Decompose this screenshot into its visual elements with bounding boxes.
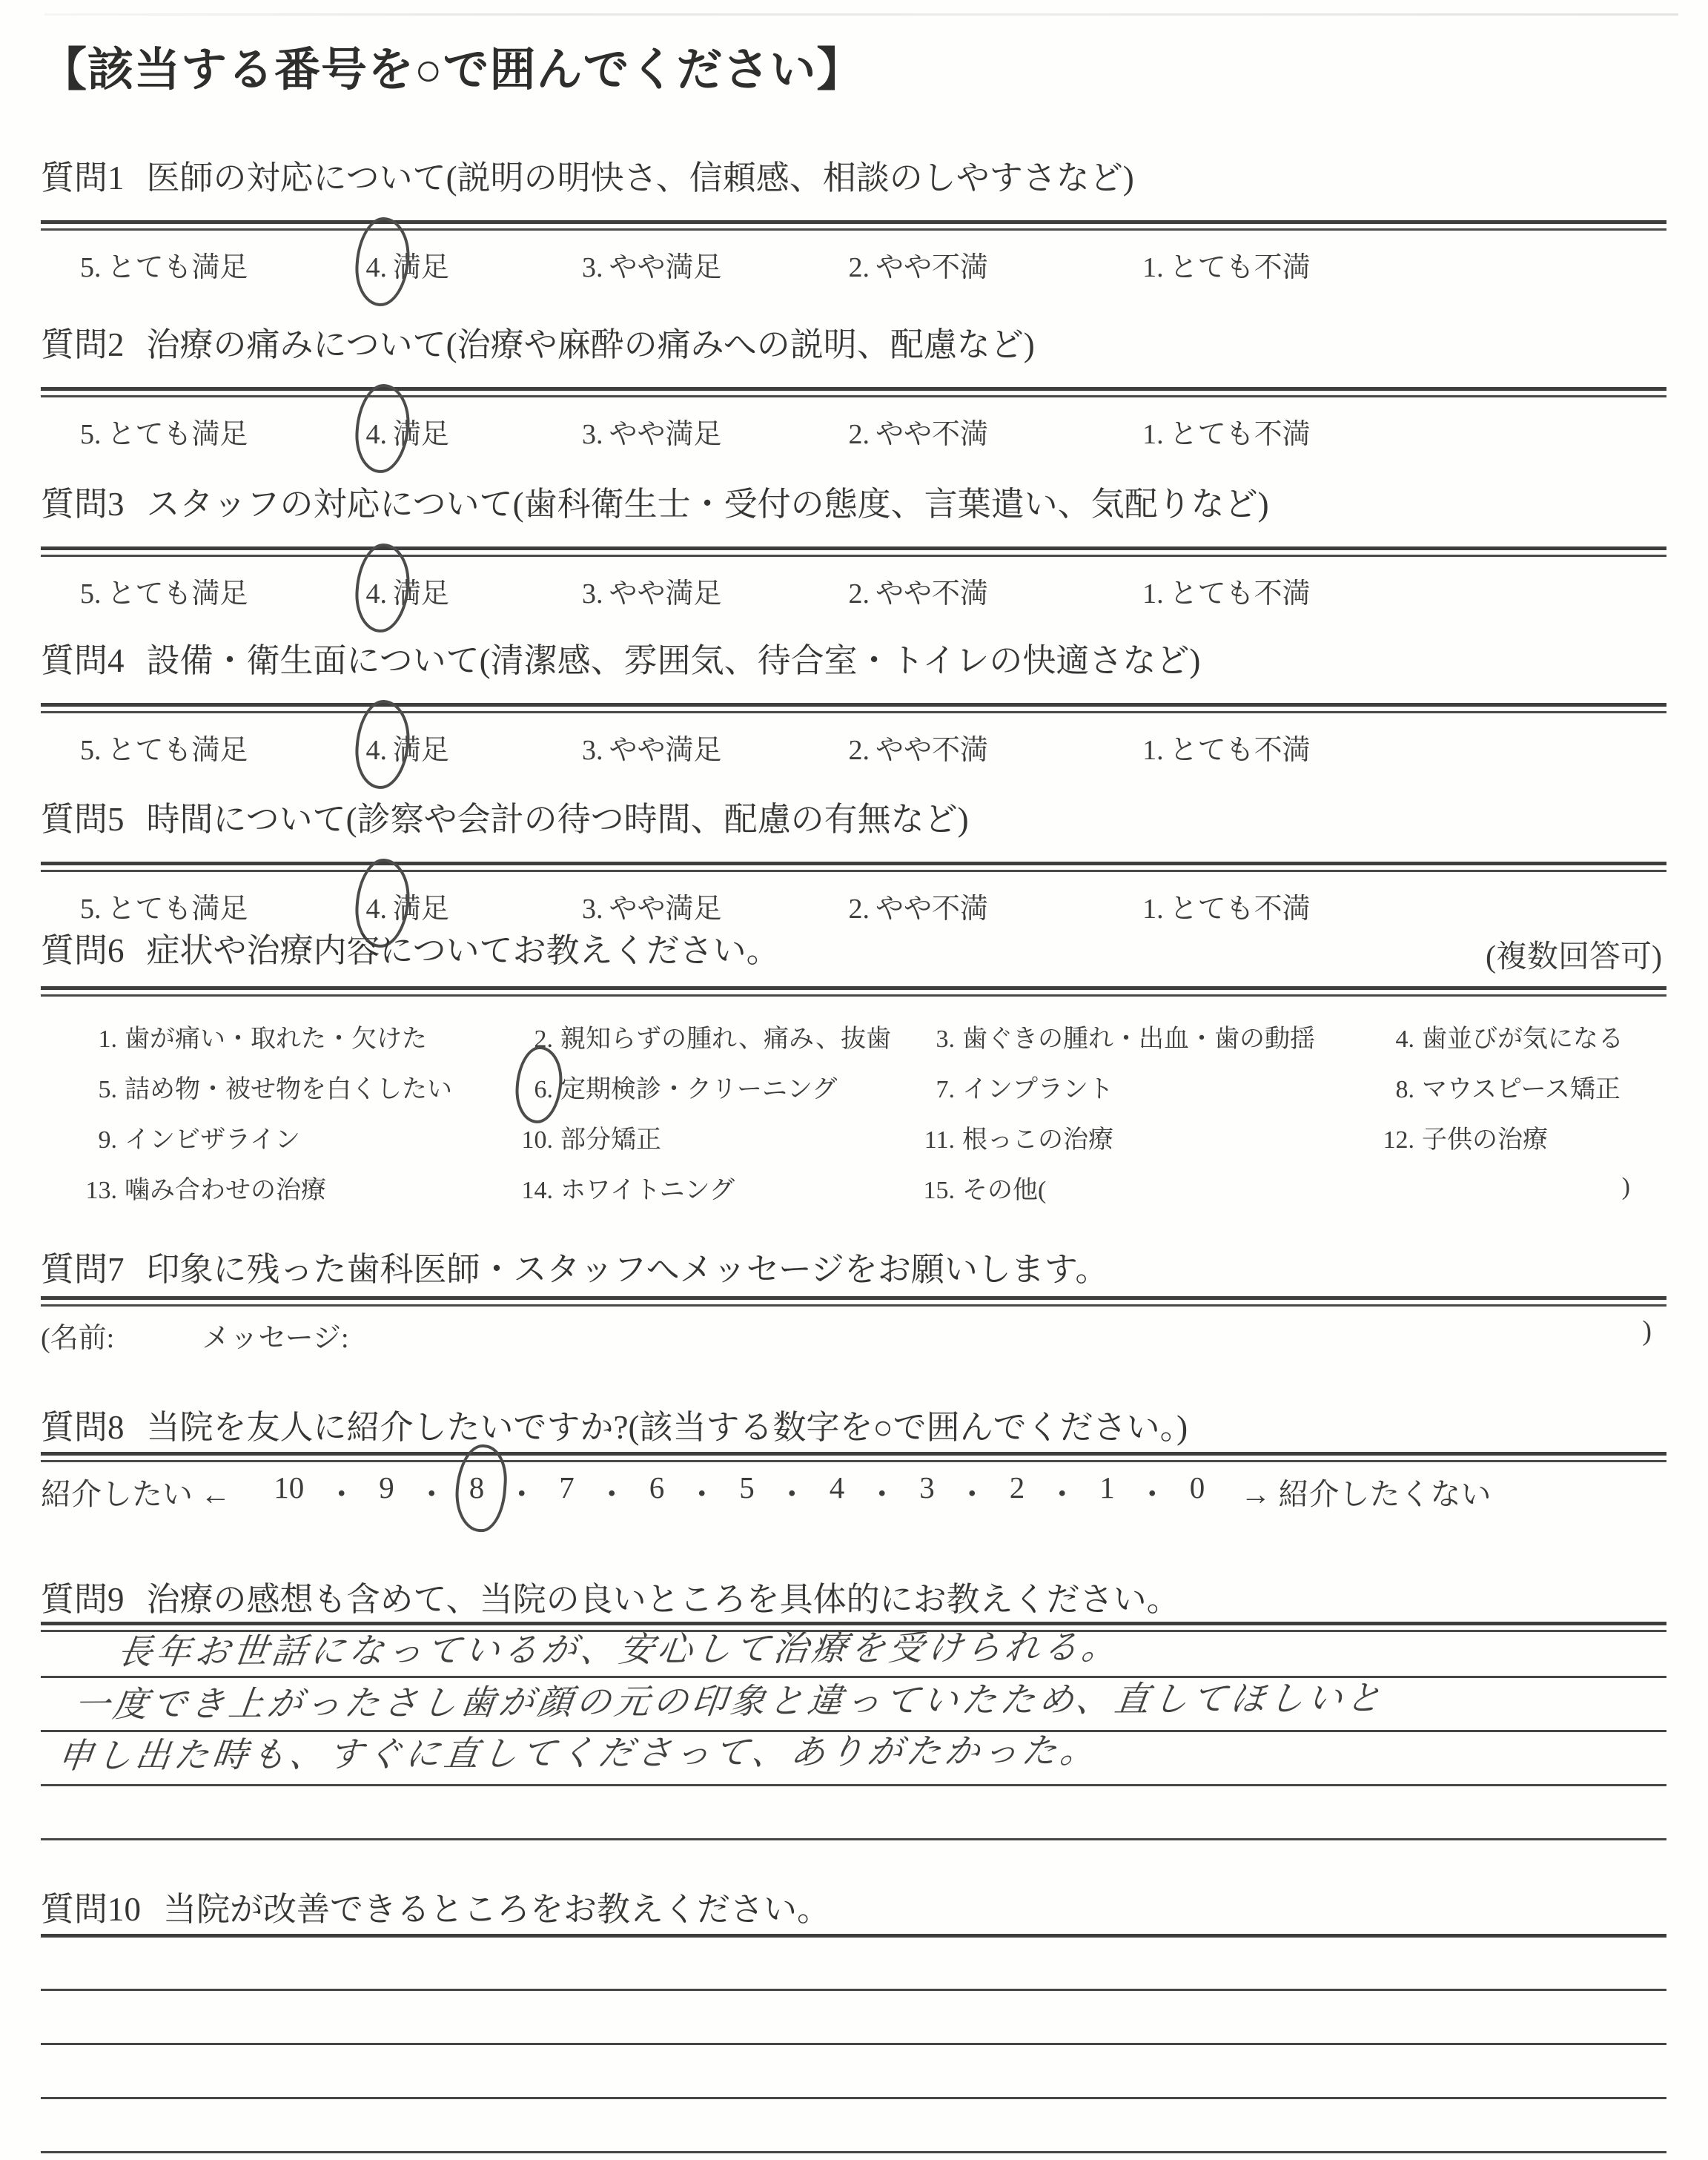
- option-number: 2.: [848, 894, 870, 925]
- multiple-answers-note: (複数回答可): [1486, 940, 1662, 974]
- question-5-title: 時間について(診察や会計の待つ時間、配慮の有無など): [146, 801, 969, 838]
- question-4-section: [41, 641, 1666, 774]
- question-4-options-row: [41, 727, 1666, 767]
- item-number: 10.: [521, 1126, 553, 1154]
- option-somewhat-satisfied: [582, 885, 722, 926]
- answer-line-empty: [41, 1937, 1666, 1991]
- option-text: とても満足: [107, 419, 248, 450]
- handwritten-answer-line-3: 申し出た時も、すぐに直してくださって、ありがたかった。: [56, 1730, 1102, 1777]
- question-7-section: [41, 1249, 1666, 1368]
- option-somewhat-satisfied: [582, 244, 722, 285]
- option-text: やや不満: [875, 735, 989, 766]
- symptom-item-9: [74, 1119, 510, 1155]
- option-text: 満足: [393, 252, 450, 283]
- question-10-title: 当院が改善できるところをお教えください。: [163, 1891, 831, 1928]
- option-somewhat-satisfied: [582, 570, 722, 611]
- option-somewhat-dissatisfied: [849, 727, 989, 767]
- option-satisfied-selected: [366, 244, 450, 285]
- option-very-satisfied: [80, 411, 248, 452]
- answer-lines: [41, 1937, 1666, 2153]
- divider-double: [41, 1452, 1666, 1462]
- option-text: とても満足: [107, 735, 248, 766]
- item-text: 親知らずの腫れ、痛み、抜歯: [560, 1025, 892, 1053]
- item-text: 歯並びが気になる: [1422, 1025, 1623, 1053]
- divider-double: [41, 703, 1666, 713]
- option-number: 4.: [365, 894, 388, 925]
- option-text: やや満足: [609, 578, 722, 610]
- option-text: やや満足: [609, 252, 722, 283]
- question-10-label: 質問10: [41, 1891, 142, 1928]
- question-4-title: 設備・衛生面について(清潔感、雰囲気、待合室・トイレの快適さなど): [146, 642, 1201, 679]
- item-number: 11.: [924, 1126, 955, 1154]
- option-number: 4.: [365, 252, 388, 283]
- option-very-dissatisfied: [1142, 885, 1311, 926]
- item-text: 詰め物・被せ物を白くしたい: [125, 1075, 452, 1103]
- nps-separator: ・: [867, 1477, 898, 1511]
- nps-number-9: 9: [379, 1470, 394, 1505]
- question-6-header: [41, 931, 1666, 971]
- question-8-title: 当院を友人に紹介したいですか?(該当する数字を○で囲んでください。): [146, 1409, 1188, 1446]
- option-number: 3.: [582, 419, 603, 450]
- item-number: 4.: [1395, 1025, 1414, 1053]
- nps-right-label: → 紹介したくない: [1240, 1477, 1492, 1511]
- item-text: 子供の治療: [1422, 1126, 1548, 1154]
- item-text: 根っこの治療: [962, 1126, 1113, 1154]
- question-1-header: [41, 158, 1666, 198]
- nps-separator: ・: [776, 1477, 807, 1511]
- option-number: 1.: [1142, 578, 1164, 610]
- question-3-title: スタッフの対応について(歯科衛生士・受付の態度、言葉遣い、気配りなど): [146, 486, 1269, 523]
- divider-double: [41, 546, 1666, 557]
- option-very-satisfied: [80, 727, 248, 767]
- option-text: とても満足: [107, 252, 248, 283]
- question-7-title: 印象に残った歯科医師・スタッフへメッセージをお願いします。: [146, 1251, 1109, 1288]
- answer-line-empty: [41, 2099, 1666, 2153]
- option-somewhat-satisfied: [582, 411, 722, 452]
- option-text: とても不満: [1169, 419, 1311, 450]
- option-text: やや満足: [609, 419, 722, 450]
- question-1-label: 質問1: [41, 159, 125, 196]
- symptom-item-2: [510, 1018, 912, 1054]
- option-number: 5.: [80, 578, 102, 610]
- item-number: 12.: [1383, 1126, 1414, 1154]
- question-1-section: [41, 158, 1666, 291]
- divider-double: [41, 387, 1666, 397]
- question-7-header: [41, 1249, 1666, 1289]
- option-number: 2.: [848, 735, 870, 766]
- nps-separator: ・: [1047, 1477, 1078, 1511]
- option-text: とても不満: [1169, 894, 1311, 925]
- nps-number-3: 3: [919, 1470, 935, 1505]
- option-satisfied-selected: [366, 727, 450, 767]
- option-satisfied-selected: [366, 885, 450, 926]
- item-number: 2.: [534, 1025, 553, 1053]
- option-text: やや満足: [609, 894, 722, 925]
- question-4-label: 質問4: [41, 642, 125, 679]
- answer-lines: [41, 1626, 1666, 1840]
- nps-separator: ・: [326, 1477, 357, 1511]
- item-text: その他(: [962, 1176, 1047, 1204]
- form-title: 【該当する番号を○で囲んでください】: [41, 45, 864, 96]
- question-6-title: 症状や治療内容についてお教えください。: [146, 932, 780, 969]
- handwritten-answer-line-1: 長年お世話になっているが、安心して治療を受けられる。: [115, 1626, 1123, 1673]
- item-number: 13.: [85, 1176, 117, 1204]
- option-somewhat-dissatisfied: [849, 885, 989, 926]
- nps-separator: ・: [956, 1477, 987, 1511]
- question-8-header: [41, 1407, 1666, 1447]
- option-text: やや不満: [875, 578, 989, 610]
- question-3-header: [41, 484, 1666, 524]
- question-5-options-row: [41, 885, 1666, 926]
- option-somewhat-satisfied: [582, 727, 722, 767]
- symptom-item-1: [74, 1018, 510, 1054]
- item-number: 8.: [1395, 1075, 1414, 1103]
- question-3-options-row: [41, 570, 1666, 611]
- nps-number-8-selected: [469, 1470, 485, 1505]
- item-number: 9.: [98, 1126, 117, 1154]
- option-text: 満足: [393, 894, 450, 925]
- answer-line-empty: [41, 1991, 1666, 2045]
- option-number: 3.: [582, 578, 603, 610]
- option-number: 3.: [582, 252, 603, 283]
- nps-number-7: 7: [559, 1470, 575, 1505]
- nps-separator: ・: [686, 1477, 718, 1511]
- symptom-item-13: [74, 1169, 510, 1206]
- symptom-item-4: [1371, 1018, 1666, 1054]
- option-satisfied-selected: [366, 411, 450, 452]
- scan-artifact-line: [44, 13, 1678, 16]
- item-text: インプラント: [962, 1075, 1113, 1103]
- option-number: 2.: [848, 252, 870, 283]
- other-close-paren: ): [1621, 1173, 1630, 1200]
- option-text: 満足: [393, 578, 450, 610]
- option-very-dissatisfied: [1142, 411, 1311, 452]
- question-5-label: 質問5: [41, 801, 125, 838]
- handwritten-answer-line-2: 一度でき上がったさし歯が顔の元の印象と違っていたため、直してほしいと: [72, 1677, 1387, 1725]
- option-text: やや不満: [875, 419, 989, 450]
- symptom-options-grid: [74, 1011, 1666, 1212]
- option-number: 3.: [582, 735, 603, 766]
- symptom-item-14: [510, 1169, 912, 1206]
- option-number: 5.: [80, 735, 102, 766]
- question-2-options-row: [41, 411, 1666, 452]
- option-text: とても満足: [107, 894, 248, 925]
- message-answer-row: [41, 1315, 1666, 1355]
- question-10-section: [41, 1889, 1666, 2149]
- symptom-item-10: [510, 1119, 912, 1155]
- question-8-label: 質問8: [41, 1409, 125, 1446]
- question-9-label: 質問9: [41, 1581, 125, 1618]
- option-very-dissatisfied: [1142, 570, 1311, 611]
- option-number: 2.: [848, 419, 870, 450]
- item-text: 部分矯正: [560, 1126, 661, 1154]
- question-3-label: 質問3: [41, 486, 125, 523]
- nps-number-5: 5: [739, 1470, 755, 1505]
- question-9-header: [41, 1579, 1666, 1619]
- option-somewhat-dissatisfied: [849, 570, 989, 611]
- question-5-section: [41, 799, 1666, 933]
- answer-line: [41, 1626, 1666, 1678]
- item-text: 定期検診・クリーニング: [560, 1075, 838, 1103]
- option-text: とても不満: [1169, 252, 1311, 283]
- nps-number-2: 2: [1009, 1470, 1025, 1505]
- option-number: 1.: [1142, 419, 1164, 450]
- option-very-satisfied: [80, 885, 248, 926]
- option-very-dissatisfied: [1142, 244, 1311, 285]
- item-text: ホワイトニング: [560, 1176, 735, 1204]
- message-field-label: メッセージ:: [202, 1323, 349, 1354]
- divider-double: [41, 986, 1666, 997]
- question-2-label: 質問2: [41, 326, 125, 363]
- option-very-dissatisfied: [1142, 727, 1311, 767]
- answer-line: [41, 1732, 1666, 1786]
- nps-separator: ・: [506, 1477, 537, 1511]
- symptom-item-7: [912, 1069, 1371, 1105]
- symptom-item-11: [912, 1119, 1371, 1155]
- item-number: 14.: [521, 1176, 553, 1204]
- divider-double: [41, 862, 1666, 872]
- option-number: 1.: [1142, 252, 1164, 283]
- nps-number-10: 10: [274, 1470, 305, 1505]
- option-somewhat-dissatisfied: [849, 411, 989, 452]
- question-2-header: [41, 325, 1666, 365]
- item-text: 歯ぐきの腫れ・出血・歯の動揺: [962, 1025, 1315, 1053]
- symptom-item-5: [74, 1069, 510, 1105]
- nps-number-1: 1: [1099, 1470, 1115, 1505]
- option-number: 5.: [80, 419, 102, 450]
- option-number: 1.: [1142, 894, 1164, 925]
- question-4-header: [41, 641, 1666, 681]
- item-text: 噛み合わせの治療: [125, 1176, 326, 1204]
- item-number: 3.: [936, 1025, 955, 1053]
- question-5-header: [41, 799, 1666, 839]
- option-number: 4.: [365, 735, 388, 766]
- question-2-title: 治療の痛みについて(治療や麻酔の痛みへの説明、配慮など): [146, 326, 1035, 363]
- divider-double: [41, 1296, 1666, 1307]
- nps-number-0: 0: [1189, 1470, 1205, 1505]
- item-number: 7.: [936, 1075, 955, 1103]
- item-text: 歯が痛い・取れた・欠けた: [125, 1025, 427, 1053]
- option-number: 3.: [582, 894, 603, 925]
- question-1-options-row: [41, 244, 1666, 285]
- nps-scale-row: [41, 1470, 1666, 1513]
- question-2-section: [41, 325, 1666, 458]
- option-text: やや不満: [875, 252, 989, 283]
- divider-double: [41, 220, 1666, 231]
- item-number: 1.: [98, 1025, 117, 1053]
- question-8-section: [41, 1407, 1666, 1533]
- close-paren: ): [1642, 1315, 1652, 1347]
- option-number: 4.: [365, 419, 388, 450]
- item-number: 15.: [923, 1176, 955, 1204]
- question-3-section: [41, 484, 1666, 618]
- option-text: やや不満: [875, 894, 989, 925]
- option-satisfied-selected: [366, 570, 450, 611]
- question-6-label: 質問6: [41, 932, 125, 969]
- question-10-header: [41, 1889, 1666, 1929]
- item-number: 5.: [98, 1075, 117, 1103]
- option-text: 満足: [393, 735, 450, 766]
- question-6-section: [41, 931, 1666, 1223]
- item-text: マウスピース矯正: [1422, 1075, 1621, 1103]
- question-9-title: 治療の感想も含めて、当院の良いところを具体的にお教えください。: [146, 1581, 1180, 1618]
- nps-numbers: [274, 1470, 1205, 1513]
- nps-separator: ・: [596, 1477, 627, 1511]
- option-very-satisfied: [80, 570, 248, 611]
- nps-number-6: 6: [649, 1470, 665, 1505]
- option-text: やや満足: [609, 735, 722, 766]
- option-somewhat-dissatisfied: [849, 244, 989, 285]
- option-text: とても不満: [1169, 578, 1311, 610]
- option-number: 2.: [848, 578, 870, 610]
- option-very-satisfied: [80, 244, 248, 285]
- item-text: インビザライン: [125, 1126, 300, 1154]
- question-9-section: [41, 1579, 1666, 1835]
- question-1-title: 医師の対応について(説明の明快さ、信頼感、相談のしやすさなど): [146, 159, 1134, 196]
- nps-number-text: 8: [469, 1470, 485, 1505]
- option-number: 4.: [365, 578, 388, 610]
- answer-line-empty: [41, 1786, 1666, 1840]
- item-number: 6.: [534, 1075, 553, 1103]
- name-field-label: (名前:: [41, 1323, 115, 1354]
- symptom-item-15-other: [912, 1169, 1371, 1206]
- option-text: とても満足: [107, 578, 248, 610]
- option-text: とても不満: [1169, 735, 1311, 766]
- nps-separator: ・: [416, 1477, 447, 1511]
- nps-number-4: 4: [829, 1470, 845, 1505]
- option-number: 5.: [80, 252, 102, 283]
- nps-separator: ・: [1136, 1477, 1168, 1511]
- symptom-item-12: [1371, 1119, 1666, 1155]
- symptom-item-3: [912, 1018, 1371, 1054]
- nps-left-label: 紹介したい ←: [41, 1477, 231, 1511]
- answer-line-empty: [41, 2045, 1666, 2099]
- option-number: 1.: [1142, 735, 1164, 766]
- option-number: 5.: [80, 894, 102, 925]
- symptom-item-6-selected: [510, 1069, 912, 1105]
- symptom-item-8: [1371, 1069, 1666, 1105]
- option-text: 満足: [393, 419, 450, 450]
- question-7-label: 質問7: [41, 1251, 125, 1288]
